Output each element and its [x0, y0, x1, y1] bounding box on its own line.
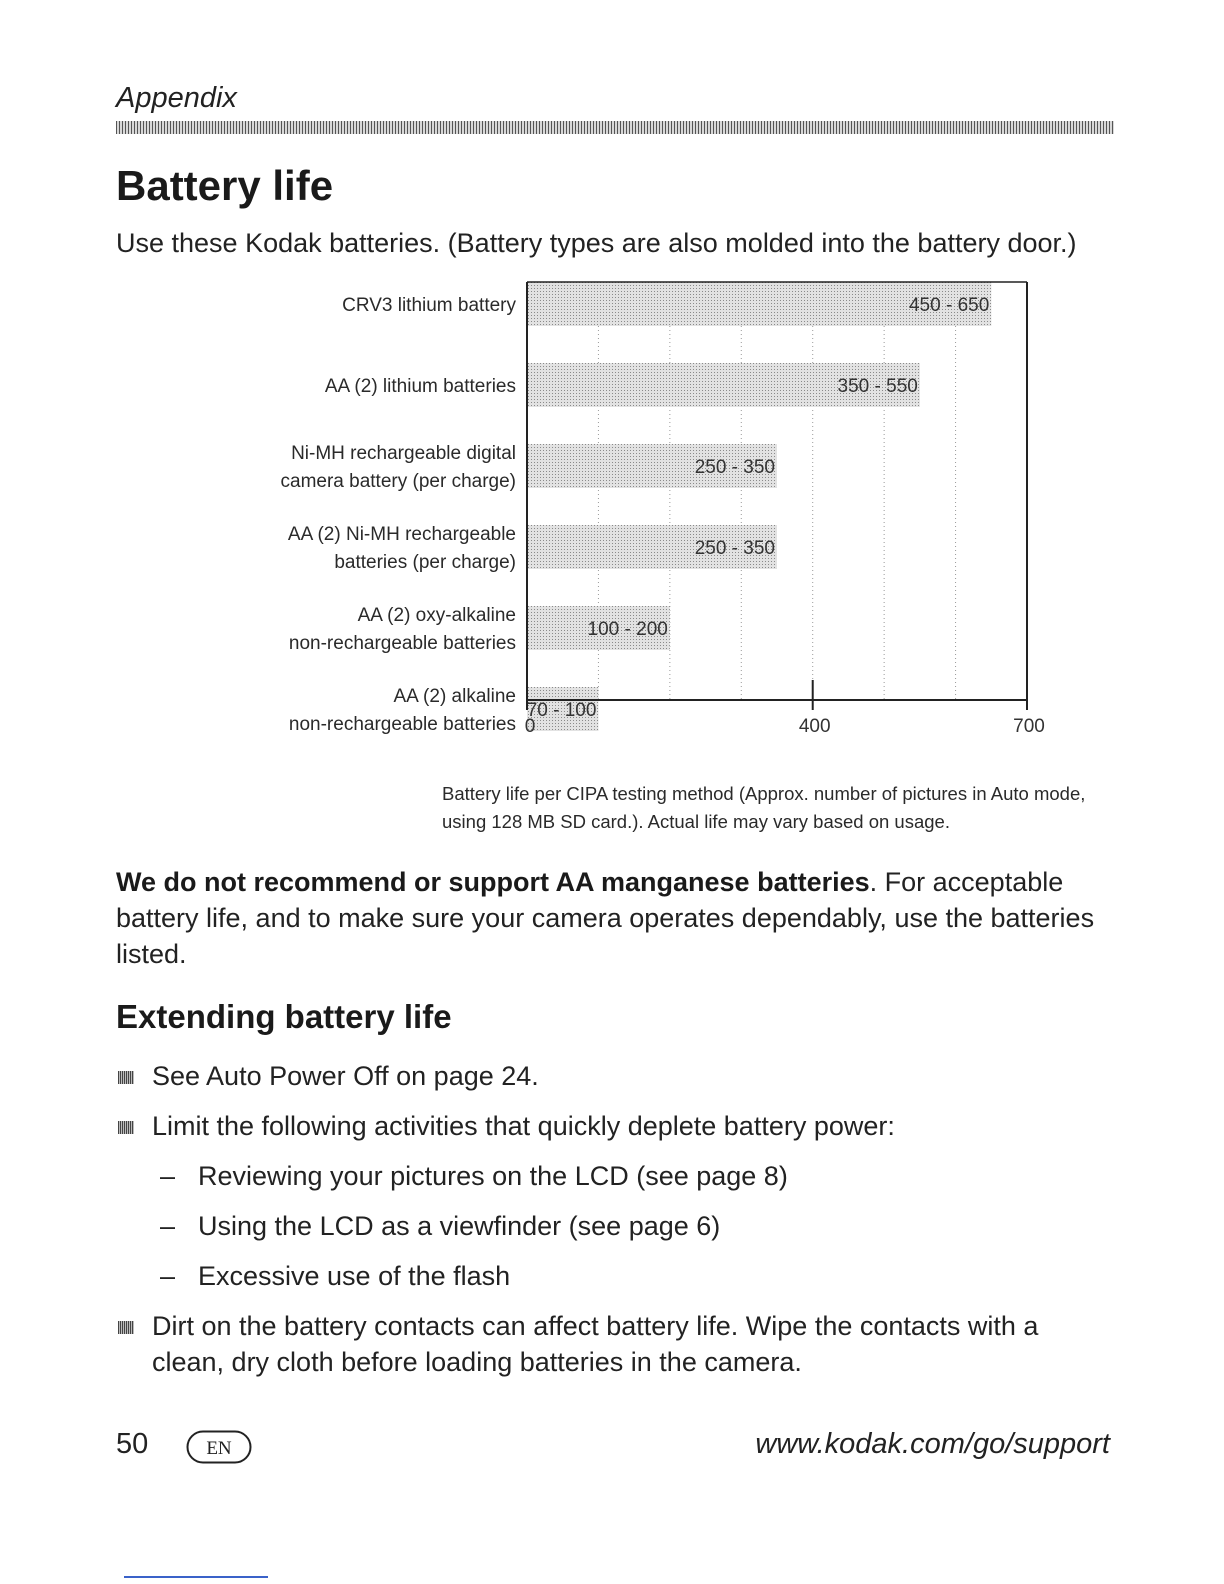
- bullet-dirt-contacts: [116, 1308, 1116, 1380]
- warning-bold: We do not recommend or support AA manganese batteries: [116, 867, 870, 897]
- category-label-line: non-rechargeable batteries: [288, 714, 516, 735]
- category-label-line: AA (2) Ni-MH rechargeable: [287, 524, 516, 545]
- chart-axis: [525, 282, 1045, 737]
- support-url: www.kodak.com/go/support: [755, 1428, 1110, 1460]
- tick-label: 700: [1013, 716, 1045, 737]
- category-label-line: non-rechargeable batteries: [288, 633, 516, 654]
- page-title: Battery life: [116, 162, 334, 209]
- bullet-limit-activities: [116, 1108, 1116, 1294]
- language-badge-icon: [186, 1430, 252, 1464]
- bullet-text: Limit the following activities that quickly deplete battery power:: [152, 1111, 895, 1141]
- sub-item-viewfinder: [152, 1208, 1116, 1244]
- tick-label: 0: [524, 716, 536, 737]
- chart-bars: [527, 282, 992, 731]
- category-label-line: Ni-MH rechargeable digital: [291, 443, 516, 464]
- category-label-line: camera battery (per charge): [280, 471, 516, 492]
- chart-category-labels: [281, 295, 517, 735]
- intro-text: Use these Kodak batteries. (Battery types are also molded into the battery door.): [116, 228, 1077, 258]
- page-number: 50: [116, 1428, 149, 1460]
- extending-heading: Extending battery life: [116, 998, 452, 1035]
- dash-bullet: –: [160, 1211, 176, 1241]
- sub-item-reviewing: [152, 1158, 1116, 1194]
- category-label: [289, 686, 516, 735]
- activities-sublist: [152, 1158, 1116, 1294]
- section-label: Appendix: [116, 82, 237, 114]
- square-bullet-icon: [118, 1071, 134, 1084]
- bullet-auto-power-off: [116, 1058, 1116, 1094]
- square-bullet-icon: [118, 1321, 134, 1334]
- section-rule: [116, 121, 1114, 134]
- category-label-line: AA (2) lithium batteries: [324, 376, 516, 397]
- bar-value-label: 250 - 350: [694, 457, 775, 478]
- chart-caption: Battery life per CIPA testing method (Approx. number of pictures in Auto mode, using 128 MB SD card.). Actual life may vary based on usage.: [442, 783, 1086, 832]
- bullet-text: Dirt on the battery contacts can affect battery life. Wipe the contacts with a clean, dry cloth before loading batteries in the camera.: [152, 1311, 1039, 1377]
- tick-label: 400: [798, 716, 831, 737]
- dash-bullet: –: [160, 1261, 176, 1291]
- sub-item-flash: [152, 1258, 1116, 1294]
- bar-value-label: 350 - 550: [837, 376, 918, 397]
- category-label-line: AA (2) alkaline: [393, 686, 516, 707]
- category-label-line: batteries (per charge): [334, 552, 516, 573]
- language-badge-text: EN: [206, 1438, 232, 1459]
- bullet-text: See Auto Power Off on page 24.: [152, 1061, 539, 1091]
- warning-rest: . For acceptable battery life, and to make sure your camera operates dependably, use the batteries listed.: [116, 867, 1095, 969]
- footer-underline: [124, 1576, 268, 1578]
- category-label: [289, 605, 516, 654]
- category-label: [325, 376, 516, 397]
- bar-value-label: 250 - 350: [694, 538, 775, 559]
- category-label: [342, 295, 516, 316]
- category-label-line: AA (2) oxy-alkaline: [357, 605, 516, 626]
- bar-value-label: 70 - 100: [526, 700, 597, 721]
- square-bullet-icon: [118, 1121, 134, 1134]
- sub-item-text: Excessive use of the flash: [198, 1261, 511, 1291]
- dash-bullet: –: [160, 1161, 176, 1191]
- bar-value-label: 450 - 650: [908, 295, 990, 316]
- tips-list: [116, 1058, 1116, 1394]
- bar-value-label: 100 - 200: [587, 619, 668, 640]
- sub-item-text: Reviewing your pictures on the LCD (see page 8): [198, 1161, 788, 1191]
- category-label: [288, 524, 516, 573]
- manganese-warning: [116, 864, 1116, 972]
- category-label: [281, 443, 517, 492]
- battery-life-chart: [0, 270, 1224, 780]
- category-label-line: CRV3 lithium battery: [342, 295, 516, 316]
- sub-item-text: Using the LCD as a viewfinder (see page 6): [198, 1211, 721, 1241]
